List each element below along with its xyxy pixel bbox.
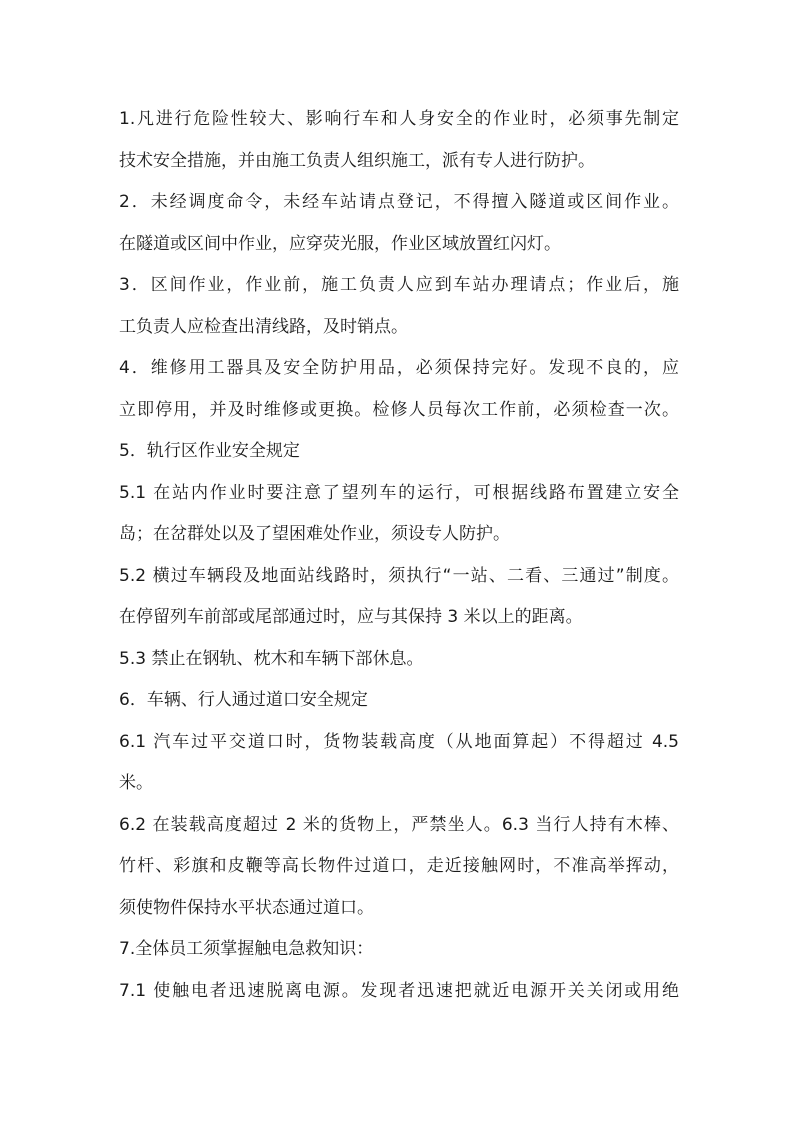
text-line: 米。: [119, 773, 153, 793]
text-line: 2．未经调度命令，未经车站请点登记，不得擅入隧道或区间作业。: [119, 192, 679, 212]
text-line: 6.1 汽车过平交道口时，货物装载高度（从地面算起）不得超过 4.5: [119, 731, 679, 752]
text-line: 5.3 禁止在钢轨、枕木和车辆下部休息。: [119, 648, 424, 669]
text-line: 岛；在岔群处以及了望困难处作业，须设专人防护。: [119, 524, 510, 544]
text-line: 6.2 在装载高度超过 2 米的货物上，严禁坐人。6.3 当行人持有木棒、: [119, 814, 679, 835]
section-heading: 6．车辆、行人通过道口安全规定: [119, 690, 368, 710]
text-line: 3．区间作业，作业前，施工负责人应到车站办理请点；作业后，施: [119, 275, 679, 295]
text-line: 5.1 在站内作业时要注意了望列车的运行，可根据线路布置建立安全: [119, 482, 679, 503]
text-line: 在隧道或区间中作业，应穿荧光服，作业区域放置红闪灯。: [119, 233, 561, 254]
text-line: 须使物件保持水平状态通过道口。: [119, 897, 374, 918]
text-line: 5.2 横过车辆段及地面站线路时，须执行“一站、二看、三通过”制度。: [119, 565, 679, 586]
text-line: 竹杆、彩旗和皮鞭等高长物件过道口，走近接触网时，不准高举挥动，: [119, 856, 679, 876]
text-line: 立即停用，并及时维修或更换。检修人员每次工作前，必须检查一次。: [119, 399, 679, 420]
section-heading: 7.全体员工须掌握触电急救知识：: [119, 939, 374, 959]
text-line: 4．维修用工器具及安全防护用品，必须保持完好。发现不良的，应: [119, 358, 679, 378]
document-body: [119, 99, 679, 1012]
text-line: 技术安全措施，并由施工负责人组织施工，派有专人进行防护。: [119, 150, 595, 171]
section-heading: 5．轨行区作业安全规定: [119, 441, 300, 461]
text-line: 1.凡进行危险性较大、影响行车和人身安全的作业时，必须事先制定: [119, 109, 679, 129]
text-line: 工负责人应检查出清线路，及时销点。: [119, 316, 408, 337]
text-line: 7.1 使触电者迅速脱离电源。发现者迅速把就近电源开关关闭或用绝: [119, 980, 679, 1001]
text-line: 在停留列车前部或尾部通过时，应与其保持 3 米以上的距离。: [119, 607, 583, 627]
